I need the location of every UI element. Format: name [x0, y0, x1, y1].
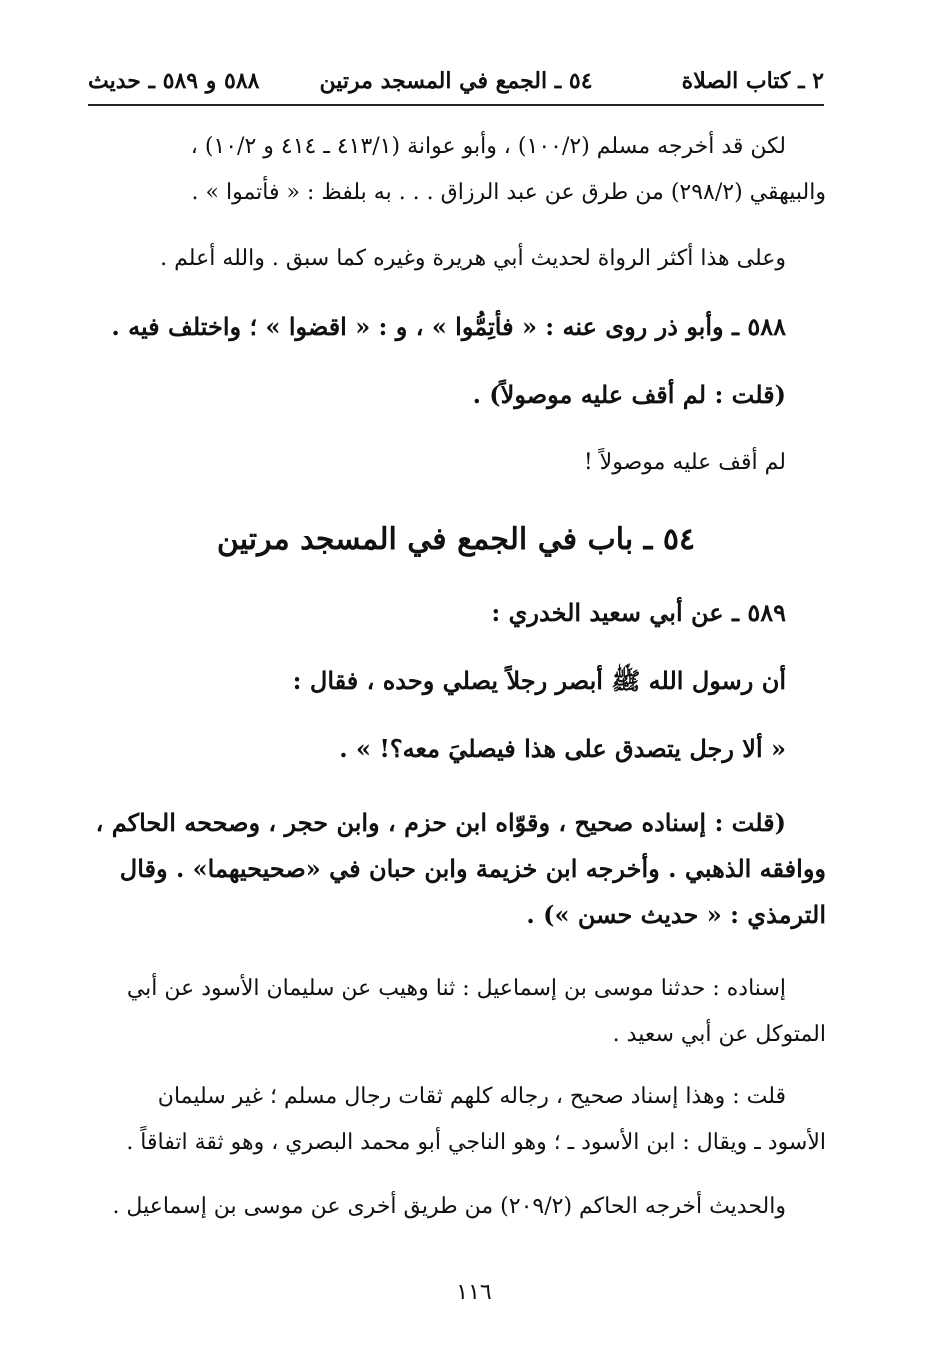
hadith-588: [86, 304, 826, 350]
text-line: والحديث أخرجه الحاكم (٢٠٩/٢) من طريق أخرى عن موسى بن إسماعيل .: [112, 1194, 786, 1219]
text-line: وعلى هذا أكثر الرواة لحديث أبي هريرة وغيره كما سبق . والله أعلم .: [160, 246, 786, 271]
text-line: إسناده : حدثنا موسى بن إسماعيل : ثنا وهيب عن سليمان الأسود عن أبي: [126, 976, 786, 1001]
text-line: الأسود ـ ويقال : ابن الأسود ـ ؛ وهو الناجي أبو محمد البصري ، وهو ثقة اتفاقاً .: [126, 1130, 826, 1155]
header-book-title: ٢ ـ كتاب الصلاة: [681, 68, 824, 94]
text-line: ووافقه الذهبي . وأخرجه ابن خزيمة وابن حبان في «صحيحيهما» . وقال: [119, 854, 826, 883]
text-line: المتوكل عن أبي سعيد .: [612, 1022, 826, 1047]
hadith-589-grading: [86, 800, 826, 938]
text-line: لم أقف عليه موصولاً !: [583, 450, 786, 475]
paragraph-conclusion: [86, 236, 826, 282]
isnad-paragraph: [86, 966, 826, 1058]
author-note: [86, 1074, 826, 1166]
text-line: (قلت : إسناده صحيح ، وقوّاه ابن حزم ، وابن حجر ، وصححه الحاكم ،: [95, 808, 786, 837]
final-paragraph: [86, 1184, 826, 1230]
header-chapter-title: ٥٤ ـ الجمع في المسجد مرتين: [319, 68, 593, 94]
hadith-588-grading: [86, 372, 826, 418]
page-number: ١١٦: [456, 1280, 492, 1305]
hadith-589-narrator: ٥٨٩ ـ عن أبي سعيد الخدري :: [491, 598, 786, 627]
text-line: (قلت : لم أقف عليه موصولاً) .: [472, 380, 786, 409]
text-line: الترمذي : « حديث حسن ») .: [526, 900, 826, 929]
paragraph-continuation: [86, 124, 826, 216]
hadith-589: [86, 590, 826, 772]
section-title: ٥٤ ـ باب في الجمع في المسجد مرتين: [216, 522, 696, 557]
text-line: لكن قد أخرجه مسلم (١٠٠/٢) ، وأبو عوانة (٤١٣/١ ـ ٤١٤ و ١٠/٢) ،: [190, 134, 786, 159]
hadith-588-comment: [86, 440, 826, 486]
text-line: والبيهقي (٢٩٨/٢) من طرق عن عبد الرزاق . . . به بلفظ : « فأتموا » .: [191, 180, 826, 205]
header-hadith-range: ٥٨٨ و ٥٨٩ ـ حديث: [88, 68, 260, 94]
hadith-588-text: ٥٨٨ ـ وأبو ذر روى عنه : « فأتِمُّوا » ، و : « اقضوا » ؛ واختلف فيه .: [111, 312, 786, 341]
text-line: قلت : وهذا إسناد صحيح ، رجاله كلهم ثقات رجال مسلم ؛ غير سليمان: [157, 1084, 786, 1109]
running-header: [88, 64, 824, 106]
hadith-589-quote: « ألا رجل يتصدق على هذا فيصليَ معه؟! » .: [339, 734, 786, 763]
hadith-589-text: أن رسول الله ﷺ أبصر رجلاً يصلي وحده ، فقال :: [292, 666, 786, 695]
